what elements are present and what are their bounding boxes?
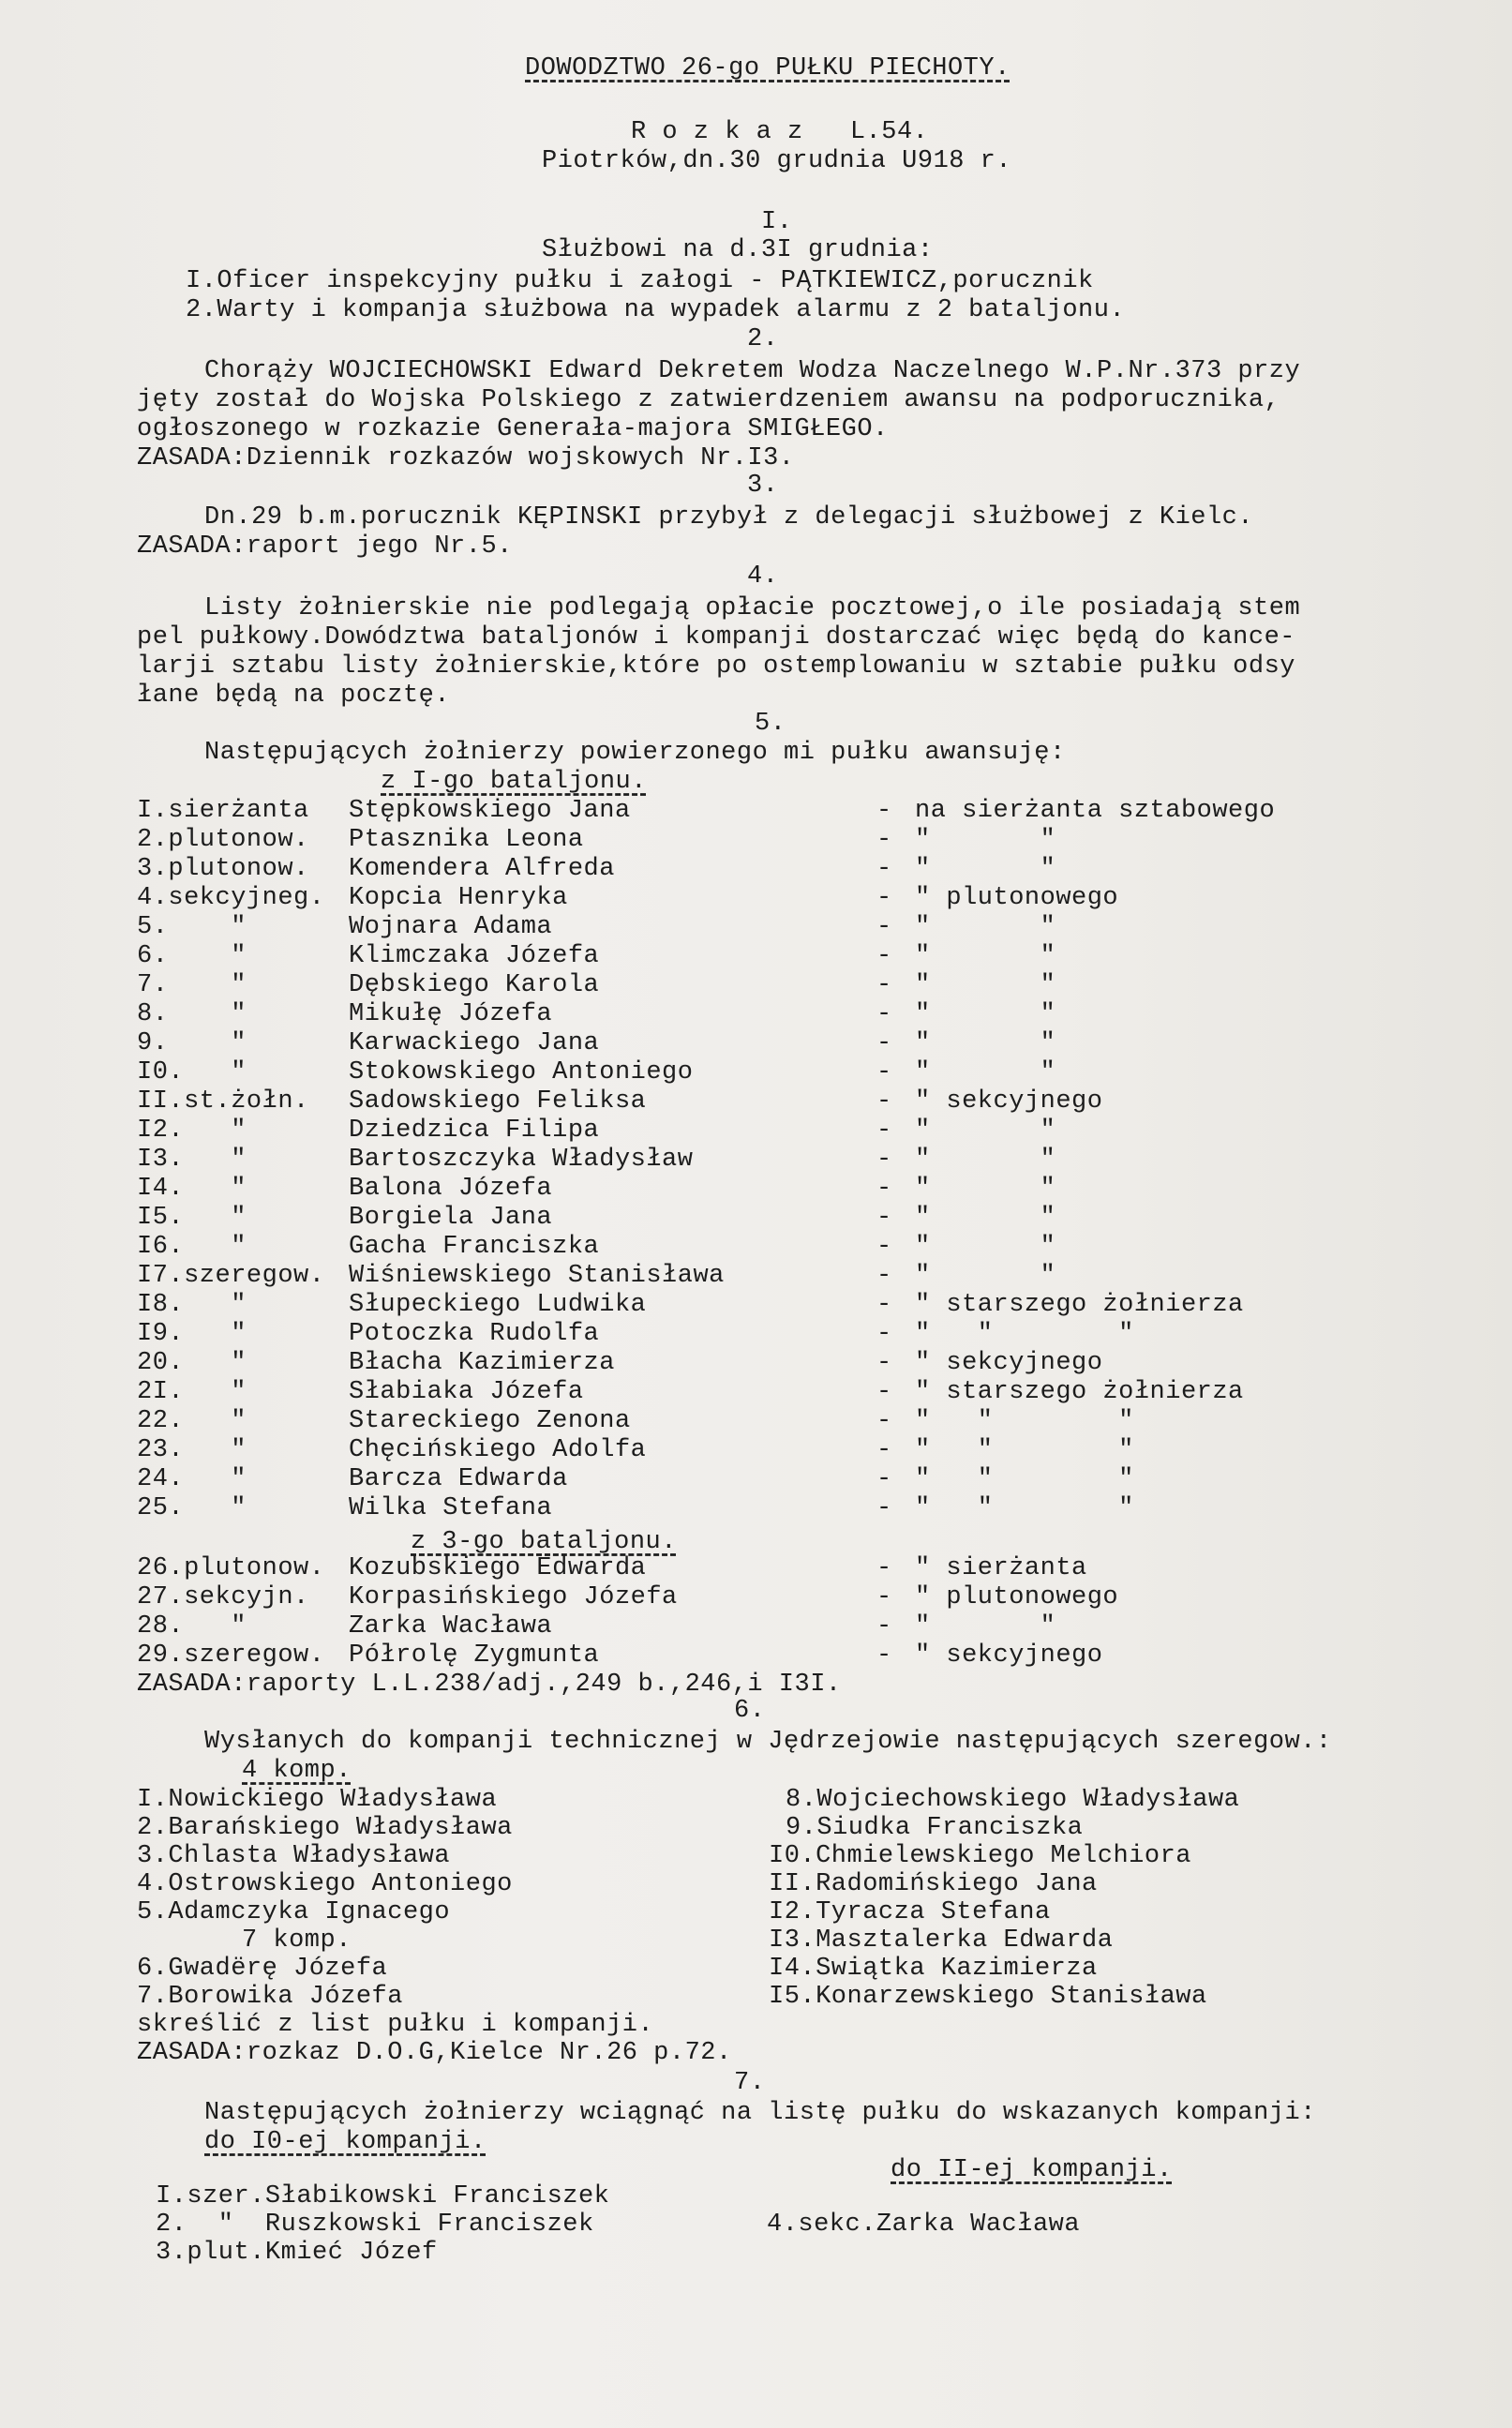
- promotion-dash: -: [876, 1320, 892, 1348]
- promotion-dash: -: [876, 797, 892, 825]
- promotion-dash: -: [876, 884, 892, 912]
- promotion-name: Barcza Edwarda: [349, 1465, 568, 1493]
- promotion-name: Słabiaka Józefa: [349, 1378, 584, 1406]
- promotion-name: Półrolę Zygmunta: [349, 1641, 600, 1670]
- promotion-rank: I5. ": [137, 1204, 247, 1232]
- promotion-to: " ": [915, 913, 1056, 941]
- promotion-name: Klimczaka Józefa: [349, 942, 600, 970]
- section-4-line: łane będą na pocztę.: [137, 682, 451, 710]
- place-date: Piotrków,dn.30 grudnia U918 r.: [542, 147, 1012, 175]
- section-3-number: 3.: [747, 472, 779, 500]
- list-item: I.szer.Słabikowski Franciszek: [156, 2182, 610, 2211]
- promotion-dash: -: [876, 855, 892, 883]
- promotion-name: Komendera Alfreda: [349, 855, 615, 883]
- promotion-rank: 29.szeregow.: [137, 1641, 325, 1670]
- section-6-basis: ZASADA:rozkaz D.O.G,Kielce Nr.26 p.72.: [137, 2039, 732, 2067]
- promotion-dash: -: [876, 1204, 892, 1232]
- list-item: 2. " Ruszkowski Franciszek: [156, 2211, 594, 2239]
- promotion-name: Zarka Wacława: [349, 1612, 553, 1641]
- list-item: 8.Wojciechowskiego Władysława: [786, 1786, 1240, 1814]
- promotion-dash: -: [876, 1583, 892, 1611]
- promotion-dash: -: [876, 942, 892, 970]
- promotion-name: Stępkowskiego Jana: [349, 797, 631, 825]
- promotion-name: Balona Józefa: [349, 1175, 553, 1203]
- battalion-1-heading: z I-go bataljonu.: [381, 768, 647, 796]
- promotion-dash: -: [876, 1378, 892, 1406]
- promotion-rank: 4.sekcyjneg.: [137, 884, 325, 912]
- section-3-line: Dn.29 b.m.porucznik KĘPINSKI przybył z delegacji służbowej z Kielc.: [204, 503, 1254, 532]
- promotion-rank: 6. ": [137, 942, 247, 970]
- section-1-heading: Służbowi na d.3I grudnia:: [542, 236, 934, 264]
- section-1-number: I.: [761, 208, 793, 236]
- promotion-rank: 22. ": [137, 1407, 247, 1435]
- promotion-name: Bartoszczyka Władysław: [349, 1146, 694, 1174]
- company-10-heading: do I0-ej kompanji.: [204, 2128, 487, 2156]
- promotion-name: Dziedzica Filipa: [349, 1117, 600, 1145]
- section-6-closing: skreślić z list pułku i kompanji.: [137, 2011, 654, 2039]
- order-number: R o z k a z L.54.: [631, 118, 929, 146]
- promotion-name: Korpasińskiego Józefa: [349, 1583, 678, 1611]
- promotion-rank: 28. ": [137, 1612, 247, 1641]
- section-4-line: larji sztabu listy żołnierskie,które po ostemplowaniu w sztabie pułku odsy: [137, 652, 1295, 681]
- promotion-to: " " ": [915, 1407, 1134, 1435]
- promotion-to: " ": [915, 1058, 1056, 1087]
- list-item: 9.Siudka Franciszka: [786, 1814, 1084, 1842]
- promotion-dash: -: [876, 1175, 892, 1203]
- promotion-rank: I4. ": [137, 1175, 247, 1203]
- section-1-line: 2.Warty i kompanja służbowa na wypadek alarmu z 2 bataljonu.: [186, 296, 1126, 324]
- promotion-rank: 23. ": [137, 1436, 247, 1464]
- promotion-rank: 27.sekcyjn.: [137, 1583, 309, 1611]
- promotion-name: Wilka Stefana: [349, 1494, 553, 1522]
- promotion-dash: -: [876, 1436, 892, 1464]
- promotion-name: Karwackiego Jana: [349, 1029, 600, 1057]
- promotion-to: " " ": [915, 1320, 1134, 1348]
- section-2-line: jęty został do Wojska Polskiego z zatwierdzeniem awansu na podporucznika,: [137, 386, 1280, 414]
- list-item: 3.Chlasta Władysława: [137, 1842, 451, 1870]
- promotion-to: " ": [915, 971, 1056, 999]
- promotion-dash: -: [876, 913, 892, 941]
- promotion-rank: I6. ": [137, 1233, 247, 1261]
- promotion-name: Potoczka Rudolfa: [349, 1320, 600, 1348]
- list-item: 5.Adamczyka Ignacego: [137, 1898, 451, 1926]
- promotion-to: " ": [915, 1117, 1056, 1145]
- section-4-line: Listy żołnierskie nie podlegają opłacie pocztowej,o ile posiadają stem: [204, 594, 1301, 622]
- promotion-dash: -: [876, 1612, 892, 1641]
- promotion-to: " " ": [915, 1494, 1134, 1522]
- promotion-name: Sadowskiego Feliksa: [349, 1087, 647, 1116]
- promotion-to: " ": [915, 942, 1056, 970]
- promotion-rank: I7.szeregow.: [137, 1262, 325, 1290]
- list-item: 7.Borowika Józefa: [137, 1983, 403, 2011]
- promotion-to: " " ": [915, 1436, 1134, 1464]
- promotion-name: Kopcia Henryka: [349, 884, 568, 912]
- section-5-intro: Następujących żołnierzy powierzonego mi pułku awansuję:: [204, 739, 1066, 767]
- promotion-to: " ": [915, 1204, 1056, 1232]
- promotion-name: Wiśniewskiego Stanisława: [349, 1262, 725, 1290]
- promotion-name: Kozubskiego Edwarda: [349, 1554, 647, 1582]
- promotion-name: Ptasznika Leona: [349, 826, 584, 854]
- promotion-rank: 7. ": [137, 971, 247, 999]
- promotion-rank: 26.plutonow.: [137, 1554, 325, 1582]
- promotion-rank: I.sierżanta: [137, 797, 309, 825]
- list-item: 4.sekc.Zarka Wacława: [767, 2211, 1081, 2239]
- promotion-dash: -: [876, 1465, 892, 1493]
- promotion-name: Stokowskiego Antoniego: [349, 1058, 694, 1087]
- section-7-intro: Następujących żołnierzy wciągnąć na listę pułku do wskazanych kompanji:: [204, 2099, 1316, 2127]
- promotion-rank: 8. ": [137, 1000, 247, 1028]
- promotion-rank: 9. ": [137, 1029, 247, 1057]
- promotion-rank: 2.plutonow.: [137, 826, 309, 854]
- promotion-name: Wojnara Adama: [349, 913, 553, 941]
- section-5-basis: ZASADA:raporty L.L.238/adj.,249 b.,246,i I3I.: [137, 1671, 842, 1699]
- promotion-name: Dębskiego Karola: [349, 971, 600, 999]
- promotion-rank: 20. ": [137, 1349, 247, 1377]
- promotion-rank: I0. ": [137, 1058, 247, 1087]
- promotion-dash: -: [876, 1407, 892, 1435]
- promotion-name: Słupeckiego Ludwika: [349, 1291, 647, 1319]
- promotion-rank: I2. ": [137, 1117, 247, 1145]
- promotion-name: Chęcińskiego Adolfa: [349, 1436, 647, 1464]
- promotion-to: " sekcyjnego: [915, 1349, 1103, 1377]
- list-item: I4.Swiątka Kazimierza: [769, 1955, 1098, 1983]
- list-item: 6.Gwadërę Józefa: [137, 1955, 388, 1983]
- promotion-to: " ": [915, 1146, 1056, 1174]
- list-item: 3.plut.Kmieć Józef: [156, 2239, 438, 2267]
- promotion-name: Stareckiego Zenona: [349, 1407, 631, 1435]
- promotion-dash: -: [876, 1291, 892, 1319]
- section-2-line: ogłoszonego w rozkazie Generała-majora SMIGŁEGO.: [137, 415, 889, 443]
- list-item: I5.Konarzewskiego Stanisława: [769, 1983, 1207, 2011]
- promotion-dash: -: [876, 1262, 892, 1290]
- promotion-dash: -: [876, 1029, 892, 1057]
- promotion-dash: -: [876, 1349, 892, 1377]
- promotion-to: " ": [915, 855, 1056, 883]
- promotion-to: " ": [915, 1612, 1056, 1641]
- promotion-to: " sierżanta: [915, 1554, 1087, 1582]
- promotion-dash: -: [876, 971, 892, 999]
- company-7-heading: 7 komp.: [242, 1926, 352, 1955]
- promotion-to: " starszego żołnierza: [915, 1378, 1244, 1406]
- list-item: I2.Tyracza Stefana: [769, 1898, 1051, 1926]
- section-6-number: 6.: [734, 1697, 766, 1725]
- section-4-line: pel pułkowy.Dowództwa bataljonów i kompanji dostarczać więc będą do kance-: [137, 623, 1295, 652]
- section-2-line: Chorąży WOJCIECHOWSKI Edward Dekretem Wodza Naczelnego W.P.Nr.373 przy: [204, 357, 1301, 385]
- promotion-dash: -: [876, 1058, 892, 1087]
- promotion-dash: -: [876, 1117, 892, 1145]
- battalion-3-heading: z 3-go bataljonu.: [411, 1528, 677, 1556]
- promotion-dash: -: [876, 826, 892, 854]
- section-5-number: 5.: [755, 710, 786, 738]
- promotion-rank: I3. ": [137, 1146, 247, 1174]
- promotion-dash: -: [876, 1494, 892, 1522]
- promotion-dash: -: [876, 1146, 892, 1174]
- promotion-dash: -: [876, 1554, 892, 1582]
- promotion-dash: -: [876, 1000, 892, 1028]
- promotion-to: " plutonowego: [915, 1583, 1119, 1611]
- promotion-rank: II.st.żołn.: [137, 1087, 309, 1116]
- promotion-rank: I8. ": [137, 1291, 247, 1319]
- promotion-dash: -: [876, 1641, 892, 1670]
- list-item: 2.Barańskiego Władysława: [137, 1814, 513, 1842]
- promotion-to: " ": [915, 1029, 1056, 1057]
- promotion-to: " plutonowego: [915, 884, 1119, 912]
- promotion-dash: -: [876, 1233, 892, 1261]
- promotion-name: Mikułę Józefa: [349, 1000, 553, 1028]
- promotion-to: na sierżanta sztabowego: [915, 797, 1276, 825]
- promotion-rank: 5. ": [137, 913, 247, 941]
- promotion-to: " ": [915, 1262, 1056, 1290]
- list-item: I3.Masztalerka Edwarda: [769, 1926, 1114, 1955]
- promotion-name: Gacha Franciszka: [349, 1233, 600, 1261]
- promotion-to: " ": [915, 1233, 1056, 1261]
- document-header: DOWODZTWO 26-go PUŁKU PIECHOTY.: [525, 54, 1010, 82]
- promotion-to: " starszego żołnierza: [915, 1291, 1244, 1319]
- section-7-number: 7.: [734, 2069, 766, 2097]
- promotion-rank: 2I. ": [137, 1378, 247, 1406]
- promotion-to: " ": [915, 1000, 1056, 1028]
- promotion-name: Borgiela Jana: [349, 1204, 553, 1232]
- company-4-heading: 4 komp.: [242, 1757, 352, 1785]
- list-item: I0.Chmielewskiego Melchiora: [769, 1842, 1191, 1870]
- section-2-number: 2.: [747, 325, 779, 353]
- promotion-rank: I9. ": [137, 1320, 247, 1348]
- section-6-intro: Wysłanych do kompanji technicznej w Jędrzejowie następujących szeregow.:: [204, 1728, 1332, 1756]
- company-11-heading: do II-ej kompanji.: [891, 2156, 1173, 2184]
- promotion-to: " ": [915, 826, 1056, 854]
- section-3-basis: ZASADA:raport jego Nr.5.: [137, 532, 513, 561]
- promotion-to: " sekcyjnego: [915, 1087, 1103, 1116]
- section-1-line: I.Oficer inspekcyjny pułku i załogi - PĄTKIEWICZ,porucznik: [186, 267, 1094, 295]
- list-item: 4.Ostrowskiego Antoniego: [137, 1870, 513, 1898]
- section-2-basis: ZASADA:Dziennik rozkazów wojskowych Nr.I3.: [137, 444, 795, 472]
- list-item: I.Nowickiego Władysława: [137, 1786, 498, 1814]
- section-4-number: 4.: [747, 562, 779, 591]
- promotion-to: " sekcyjnego: [915, 1641, 1103, 1670]
- promotion-to: " ": [915, 1175, 1056, 1203]
- promotion-rank: 3.plutonow.: [137, 855, 309, 883]
- promotion-name: Błacha Kazimierza: [349, 1349, 615, 1377]
- promotion-rank: 24. ": [137, 1465, 247, 1493]
- list-item: II.Radomińskiego Jana: [769, 1870, 1098, 1898]
- promotion-dash: -: [876, 1087, 892, 1116]
- promotion-rank: 25. ": [137, 1494, 247, 1522]
- promotion-to: " " ": [915, 1465, 1134, 1493]
